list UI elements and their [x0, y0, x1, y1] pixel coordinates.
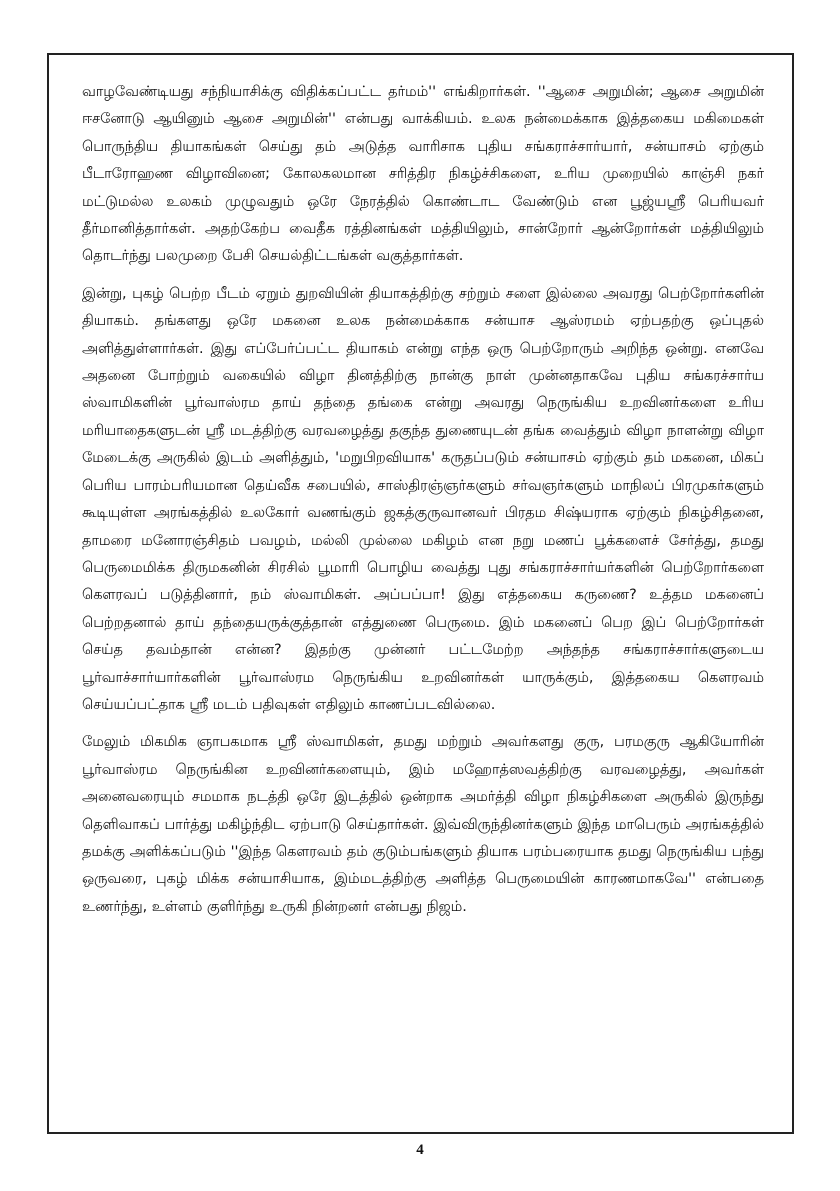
paragraph-1: வாழவேண்டியது சந்நியாசிக்கு விதிக்கப்பட்ட தர்மம்'' எங்கிறார்கள். ''ஆசை அறுமின்; ஆசை அறுமின் ஈசனோடு ஆயினும் ஆசை அறுமின்'' என்பது வாக்கியம். உலக நன்மைக்காக இத்தகைய மகிமைகள் பொருந்திய தியாகங்கள் செய்து தம் அடுத்த வாரிசாக புதிய சங்கராச்சார்யார், சன்யாசம் ஏற்கும் பீடாரோஹண விழாவினை; கோலகலமான சரித்திர நிகழ்ச்சிகளை, உரிய முறையில் காஞ்சி நகர் மட்டுமல்ல உலகம் முழுவதும் ஒரே நேரத்தில் கொண்டாட வேண்டும் என பூஜ்யஸ்ரீ பெரியவர் தீர்மானித்தார்கள். அதற்கேற்ப வைதீக ரத்தினங்கள் மத்தியிலும், சான்றோர் ஆன்றோர்கள் மத்தியிலும் தொடர்ந்து பலமுறை பேசி செயல்திட்டங்கள் வகுத்தார்கள்.	[82, 84, 764, 265]
paragraph-3: மேலும் மிகமிக ஞாபகமாக ஸ்ரீ ஸ்வாமிகள், தமது மற்றும் அவர்களது குரு, பரமகுரு ஆகியோரின் பூர்வாஸ்ரம நெருங்கின உறவினர்களையும், இம் மஹோத்ஸவத்திற்கு வரவழைத்து, அவர்கள் அனைவரையும் சமமாக நடத்தி ஒரே இடத்தில் ஒன்றாக அமர்த்தி விழா நிகழ்சிகளை அருகில் இருந்து தெளிவாகப் பார்த்து மகிழ்ந்திட ஏற்பாடு செய்தார்கள். இவ்விருந்தினர்களும் இந்த மாபெரும் அரங்கத்தில் தமக்கு அளிக்கப்படும் ''இந்த கௌரவம் தம் குடும்பங்களும் தியாக பரம்பரையாக தமது நெருங்கிய பந்து ஒருவரை, புகழ் மிக்க சன்யாசியாக, இம்மடத்திற்கு அளித்த பெருமையின் காரணமாகவே'' என்பதை உணர்ந்து, உள்ளம் குளிர்ந்து உருகி நின்றனர் என்பது நிஜம்.	[82, 734, 764, 915]
paragraph-2: இன்று, புகழ் பெற்ற பீடம் ஏறும் துறவியின் தியாகத்திற்கு சற்றும் சளை இல்லை அவரது பெற்றோர்களின் தியாகம். தங்களது ஒரே மகனை உலக நன்மைக்காக சன்யாச ஆஸ்ரமம் ஏற்பதற்கு ஒப்புதல் அளித்துள்ளார்கள். இது எப்பேர்ப்பட்ட தியாகம் என்று எந்த ஒரு பெற்றோரும் அறிந்த ஒன்று. எனவே அதனை போற்றும் வகையில் விழா தினத்திற்கு நான்கு நாள் முன்னதாகவே புதிய சங்கரச்சார்ய ஸ்வாமிகளின் பூர்வாஸ்ரம தாய் தந்தை தங்கை என்று அவரது நெருங்கிய உறவினர்களை உரிய மரியாதைகளுடன் ஸ்ரீ மடத்திற்கு வரவழைத்து தகுந்த துணையுடன் தங்க வைத்தும் விழா நாளன்று விழா மேடைக்கு அருகில் இடம் அளித்தும், 'மறுபிறவியாக' கருதப்படும் சன்யாசம் ஏற்கும் தம் மகனை, மிகப் பெரிய பாரம்பரியமான தெய்வீக சபையில், சாஸ்திரஞ்ஞர்களும் சர்வஞர்களும் மாநிலப் பிரமுகர்களும் கூடியுள்ள அரங்கத்தில் உலகோர் வணங்கும் ஜகத்குருவானவர் பிரதம சிஷ்யராக ஏற்கும் நிகழ்சிதனை, தாமரை மனோரஞ்சிதம் பவழம், மல்லி முல்லை மகிழம் என நறு மணப் பூக்களைச் சேர்த்து, தமது பெருமைமிக்க திருமகனின் சிரசில் பூமாரி பொழிய வைத்து புது சங்கராச்சார்யர்களின் பெற்றோர்களை கௌரவப் படுத்தினார், நம் ஸ்வாமிகள். அப்பப்பா! இது எத்தகைய கருணை? உத்தம மகனைப் பெற்றதனால் தாய் தந்தையருக்குத்தான் எத்துணை பெருமை. இம் மகனைப் பெற இப் பெற்றோர்கள் செய்த தவம்தான் என்ன? இதற்கு முன்னர் பட்டமேற்ற அந்தந்த சங்கராச்சார்களுடைய பூர்வாச்சார்யார்களின் பூர்வாஸ்ரம நெருங்கிய உறவினர்கள் யாருக்கும், இத்தகைய கௌரவம் செய்யப்பட்தாக ஸ்ரீ மடம் பதிவுகள் எதிலும் காணப்படவில்லை.	[82, 285, 764, 713]
page-number: 4	[416, 1142, 424, 1158]
page-border-frame	[47, 53, 794, 1134]
